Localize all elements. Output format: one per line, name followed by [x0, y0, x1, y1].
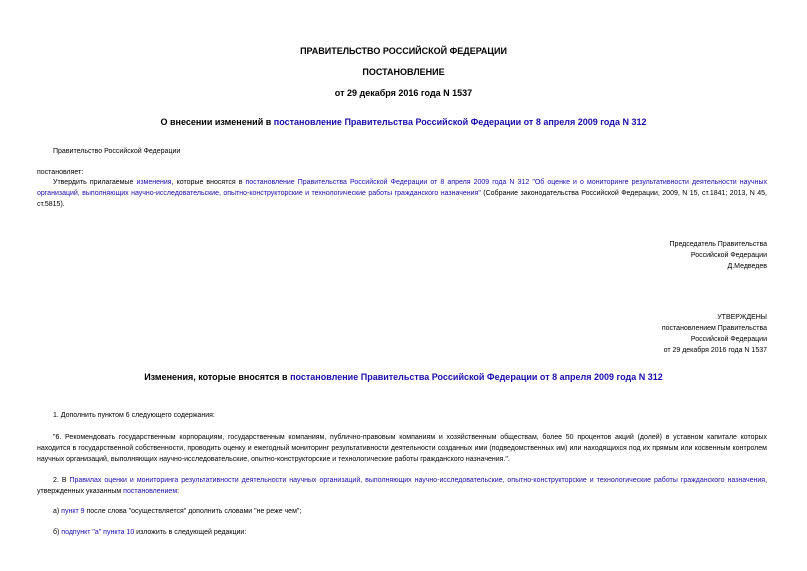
changes-title-link[interactable]: постановление Правительства Российской Федерации от 8 апреля 2009 года N 312: [290, 372, 663, 382]
item-2b-text-1: б): [53, 529, 62, 536]
intro-line-2: постановляет:: [37, 169, 84, 176]
signature-line-2: Российской Федерации: [690, 252, 767, 259]
government-heading: ПРАВИТЕЛЬСТВО РОССИЙСКОЙ ФЕДЕРАЦИИ: [300, 46, 507, 56]
item-2a-link[interactable]: пункт 9: [61, 508, 85, 515]
approval-line-3: Российской Федерации: [690, 336, 767, 343]
approval-line-1: УТВЕРЖДЕНЫ: [717, 314, 767, 321]
signature-line-1: Председатель Правительства: [669, 241, 767, 248]
item-2: [37, 475, 767, 497]
item-2b: [53, 527, 246, 538]
main-link-decree[interactable]: постановление Правительства Российской Федерации от 8 апреля 2009 года N 312 "Об оценке и о мониторинге результативности деятельности научных организаций, выполняющих научно-исследовательские, опытно-конструкторские и технологические работы гражданского назначения": [37, 179, 767, 197]
approval-block: [662, 312, 767, 356]
item-1: 1. Дополнить пунктом 6 следующего содержания:: [53, 412, 215, 419]
item-2b-text-2: изложить в следующей редакции:: [134, 529, 247, 536]
doc-type-heading: ПОСТАНОВЛЕНИЕ: [362, 67, 445, 77]
changes-title-prefix: Изменения, которые вносятся в: [144, 372, 291, 382]
item-2-text-3: :: [177, 488, 180, 495]
item-2a-text-1: а): [53, 508, 62, 515]
item-2-text-1: 2. В: [53, 477, 70, 484]
title-prefix: О внесении изменений в: [160, 117, 274, 127]
approval-line-2: постановлением Правительства: [661, 325, 767, 332]
main-text-2: , которые вносятся в: [171, 179, 246, 186]
approval-line-4: от 29 декабря 2016 года N 1537: [663, 347, 767, 354]
signature-block: [670, 239, 767, 272]
changes-title: [0, 372, 807, 382]
signature-line-3: Д.Медведев: [727, 263, 767, 270]
intro-line-1: Правительство Российской Федерации: [53, 148, 181, 155]
document-title: [0, 117, 807, 127]
item-2a-text-2: после слова "осуществляется" дополнить словами "не реже чем";: [84, 508, 302, 515]
main-paragraph: [37, 177, 767, 210]
main-text-1: Утвердить прилагаемые: [53, 179, 137, 186]
item-2a: [53, 506, 301, 517]
item-2-link-rules[interactable]: Правилах оценки и мониторинга результативности деятельности научных организаций, выполняющих научно-исследовательские, опытно-конструкторские и технологические работы гражданского назначения: [69, 477, 766, 484]
item-1-quote: "6. Рекомендовать государственным корпорациям, государственным компаниям, публично-правовым компаниям и хозяйственным обществам, более 50 процентов акций (долей) в уставном капитале которых находится в государственной собственности, проводить оценку и ежегодный мониторинг результативности деятельности созданных ими (подведомственных им) или находящихся под их прямым или косвенным контролем научных организаций, выполняющих научно-исследовательские, опытно-конструкторские и технологические работы гражданского назначения.".: [37, 434, 767, 463]
main-link-changes[interactable]: изменения: [136, 179, 172, 186]
title-link[interactable]: постановление Правительства Российской Федерации от 8 апреля 2009 года N 312: [273, 117, 647, 127]
item-2-text-2: , утвержденных указанным: [37, 477, 768, 495]
date-number-heading: от 29 декабря 2016 года N 1537: [334, 88, 473, 98]
main-text-3: (Собрание законодательства Российской Федерации, 2009, N 15, ст.1841; 2013, N 45, ст.5815).: [37, 190, 768, 208]
item-2b-link[interactable]: подпункт "а" пункта 10: [61, 529, 135, 536]
item-2-link-decree[interactable]: постановлением: [123, 488, 178, 495]
